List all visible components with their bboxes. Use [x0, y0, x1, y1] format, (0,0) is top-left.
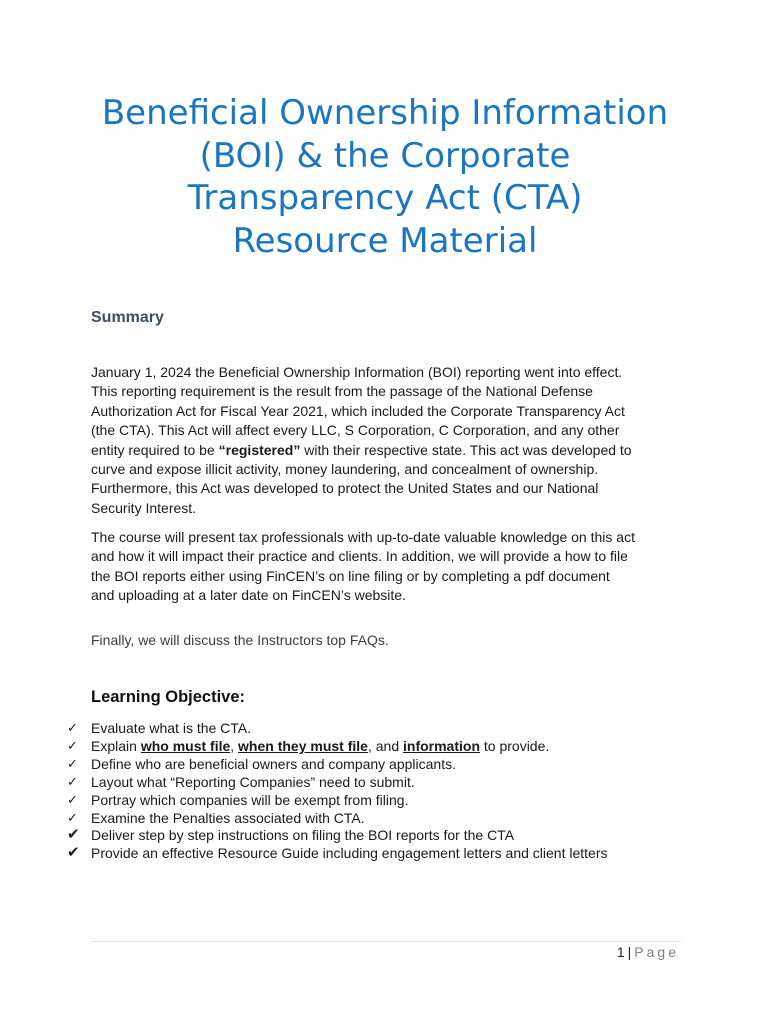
- page-footer: [617, 944, 679, 960]
- list-item: [66, 774, 608, 792]
- title-line: Beneficial Ownership Information: [101, 93, 669, 133]
- footer-divider: [91, 941, 681, 942]
- text-fragment: to provide.: [480, 737, 550, 754]
- page-number: 1: [616, 944, 625, 960]
- who-must-file-emphasis: who must file: [140, 737, 231, 754]
- objective-text: Define who are beneficial owners and company applicants.: [91, 755, 456, 772]
- list-item: [66, 845, 608, 863]
- title-line: (BOI) & the Corporate: [199, 135, 571, 176]
- text-fragment: ,: [230, 737, 239, 754]
- text-line: The course will present tax professionals with up-to-date valuable knowledge on this act: [91, 529, 635, 545]
- list-item: [66, 792, 608, 810]
- text-line: Security Interest.: [91, 499, 197, 516]
- page-label: Page: [634, 944, 679, 960]
- list-item: [66, 738, 608, 756]
- footer-separator: |: [627, 944, 632, 960]
- learning-objective-heading: Learning Objective:: [91, 688, 246, 706]
- list-item: [66, 827, 608, 845]
- objective-text: Portray which companies will be exempt from filing.: [91, 791, 409, 808]
- information-emphasis: information: [403, 737, 480, 754]
- text-line: January 1, 2024 the Beneficial Ownership Information (BOI) reporting went into effect.: [91, 364, 623, 380]
- text-line: This reporting requirement is the result from the passage of the National Defense: [91, 383, 593, 400]
- list-item: [66, 720, 608, 738]
- objective-text: Provide an effective Resource Guide including engagement letters and client letters: [91, 845, 608, 862]
- title-line: Transparency Act (CTA): [187, 178, 583, 218]
- document-title: [40, 92, 730, 262]
- text-line: Furthermore, this Act was developed to protect the United States and our National: [91, 480, 599, 497]
- objective-text: Examine the Penalties associated with CTA.: [91, 809, 365, 826]
- summary-heading: Summary: [91, 309, 164, 326]
- list-item: [66, 810, 608, 828]
- text-fragment: entity required to be: [91, 441, 219, 458]
- checkmark-icon: ✓: [67, 756, 78, 772]
- text-line: and how it will impact their practice and clients. In addition, we will provide a how to file: [91, 548, 628, 565]
- objective-text: Layout what “Reporting Companies” need to submit.: [91, 773, 415, 790]
- text-line: Authorization Act for Fiscal Year 2021, which included the Corporate Transparency Act: [91, 402, 625, 419]
- text-fragment: Explain: [91, 737, 141, 754]
- checkmark-icon: ✓: [67, 792, 78, 808]
- title-line: Resource Material: [232, 220, 538, 261]
- checkmark-icon: ✓: [67, 810, 78, 826]
- heavy-checkmark-icon: ✔: [67, 843, 80, 862]
- checkmark-icon: ✓: [67, 738, 78, 754]
- summary-paragraph-3: Finally, we will discuss the Instructors top FAQs.: [91, 632, 389, 648]
- text-fragment: , and: [367, 737, 403, 754]
- summary-paragraph-2: [91, 528, 691, 606]
- text-line: and uploading at a later date on FinCEN’s website.: [91, 587, 406, 604]
- summary-paragraph-1: [91, 363, 691, 518]
- objectives-list: [66, 720, 608, 863]
- text-line: the BOI reports either using FinCEN’s on line filing or by completing a pdf document: [91, 567, 610, 584]
- objective-text: Evaluate what is the CTA.: [91, 720, 252, 736]
- checkmark-icon: ✓: [67, 774, 78, 790]
- text-line: curve and expose illicit activity, money laundering, and concealment of ownership.: [91, 461, 599, 478]
- list-item: [66, 756, 608, 774]
- checkmark-icon: ✓: [67, 721, 78, 736]
- registered-emphasis: “registered”: [218, 441, 301, 458]
- objective-text: Deliver step by step instructions on filing the BOI reports for the CTA: [91, 827, 515, 844]
- text-line: [91, 441, 691, 460]
- text-line: (the CTA). This Act will affect every LLC, S Corporation, C Corporation, and any other: [91, 422, 620, 439]
- text-fragment: with their respective state. This act was developed to: [300, 441, 632, 458]
- heavy-checkmark-icon: ✔: [67, 825, 80, 844]
- when-they-must-file-emphasis: when they must file: [238, 737, 368, 754]
